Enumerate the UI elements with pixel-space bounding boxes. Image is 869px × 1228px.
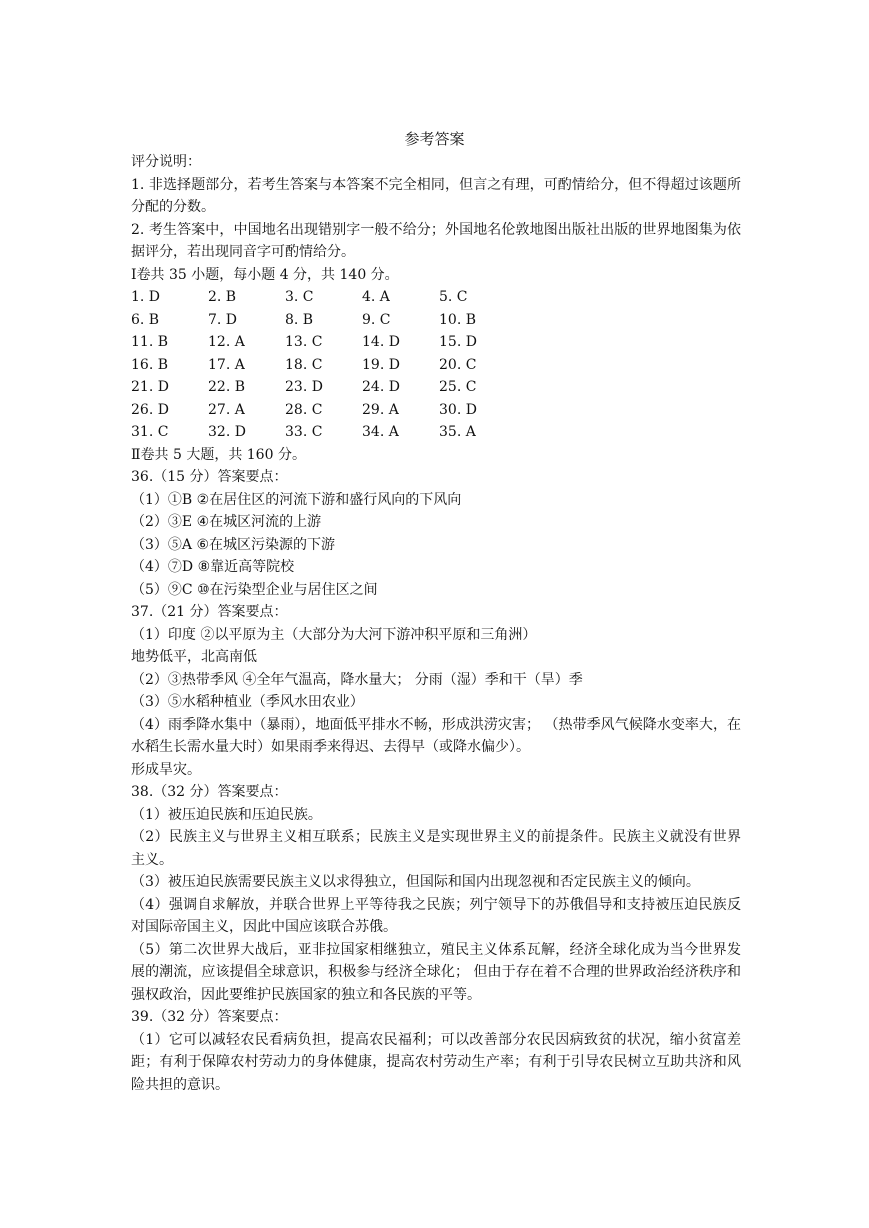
answer-row — [131, 286, 741, 309]
answer-cell: 24. D — [362, 379, 400, 395]
text-line: 评分说明： — [131, 154, 201, 170]
answer-row — [131, 421, 741, 444]
text-line: （2）③热带季风 ④全年气温高，降水量大； 分雨（湿）季和干（旱）季 — [131, 671, 583, 688]
answer-cell: 21. D — [131, 379, 169, 395]
answer-cell: 2. B — [208, 289, 237, 305]
answer-cell: 25. C — [439, 379, 477, 395]
text-line: （4）雨季降水集中（暴雨），地面低平排水不畅，形成洪涝灾害； （热带季风气候降水变率大，在水稻生长需水量大时）如果雨季来得迟、去得早（或降水偏少）。 — [131, 716, 741, 755]
document-body — [131, 151, 741, 1096]
text-line: 39.（32 分）答案要点： — [131, 1009, 288, 1025]
text-line: （5）⑨C ⑩在污染型企业与居住区之间 — [131, 581, 378, 598]
text-line: 38.（32 分）答案要点： — [131, 784, 288, 800]
text-line: （1）印度 ②以平原为主（大部分为大河下游冲积平原和三角洲） — [131, 626, 537, 643]
answer-row — [131, 399, 741, 422]
answer-cell: 18. C — [285, 356, 323, 373]
answer-cell: 32. D — [208, 424, 246, 440]
essay-answers — [131, 444, 741, 1097]
text-line: 37.（21 分）答案要点： — [131, 604, 288, 620]
answer-cell: 4. A — [362, 289, 390, 305]
answer-cell: 27. A — [208, 401, 245, 418]
answer-cell: 5. C — [439, 289, 468, 305]
answer-cell: 28. C — [285, 401, 323, 418]
answer-cell: 13. C — [285, 334, 323, 350]
text-line: （3）⑤水稻种植业（季风水田农业） — [131, 694, 364, 710]
text-line: （3）⑤A ⑥在城区污染源的下游 — [131, 536, 336, 553]
answer-cell: 30. D — [439, 401, 477, 418]
answer-cell: 7. D — [208, 311, 238, 328]
text-line: 地势低平，北高南低 — [131, 649, 257, 665]
text-line: 形成旱灾。 — [131, 761, 201, 778]
answer-cell: 19. D — [362, 356, 400, 373]
answer-cell: 1. D — [131, 289, 161, 305]
answer-cell: 3. C — [285, 289, 314, 305]
answer-cell: 6. B — [131, 311, 160, 328]
text-line: （1）①B ②在居住区的河流下游和盛行风向的下风向 — [131, 491, 462, 508]
answer-cell: 8. B — [285, 311, 314, 328]
answer-cell: 33. C — [285, 424, 323, 440]
answer-cell: 26. D — [131, 401, 169, 418]
text-line: （3）被压迫民族需要民族主义以求得独立，但国际和国内出现忽视和否定民族主义的倾向。 — [131, 874, 700, 890]
answer-cell: 16. B — [131, 356, 169, 373]
choice-answer-grid — [131, 286, 741, 444]
text-line: （1）被压迫民族和压迫民族。 — [131, 806, 322, 823]
text-line: （5）第二次世界大战后，亚非拉国家相继独立，殖民主义体系瓦解，经济全球化成为当今世界发展的潮流，应该提倡全球意识，积极参与经济全球化； 但由于存在着不合理的世界政治经济秩序和强权政治，因此要维护民族国家的独立和各民族的平等。 — [131, 941, 741, 1003]
text-line: （4）⑦D ⑧靠近高等院校 — [131, 559, 295, 575]
answer-cell: 17. A — [208, 356, 245, 373]
text-line: 36.（15 分）答案要点： — [131, 469, 288, 485]
answer-cell: 31. C — [131, 424, 169, 440]
text-line: 1. 非选择题部分，若考生答案与本答案不完全相同，但言之有理，可酌情给分，但不得超过该题所分配的分数。 — [131, 176, 741, 215]
answer-cell: 20. C — [439, 356, 477, 373]
text-line: （1）它可以减轻农民看病负担，提高农民福利；可以改善部分农民因病致贫的状况，缩小贫富差距；有利于保障农村劳动力的身体健康，提高农村劳动生产率；有利于引导农民树立互助共济和风险共担的意识。 — [131, 1031, 741, 1093]
answer-cell: 12. A — [208, 334, 245, 350]
answer-cell: 35. A — [439, 424, 476, 440]
answer-cell: 29. A — [362, 401, 399, 418]
answer-cell: 22. B — [208, 379, 246, 395]
text-line: （2）③E ④在城区河流的上游 — [131, 514, 322, 530]
answer-row — [131, 354, 741, 377]
answer-row — [131, 376, 741, 399]
text-line: Ⅰ卷共 35 小题，每小题 4 分，共 140 分。 — [131, 266, 399, 283]
text-line: （4）强调自求解放，并联合世界上平等待我之民族；列宁领导下的苏俄倡导和支持被压迫民族反对国际帝国主义，因此中国应该联合苏俄。 — [131, 896, 741, 935]
text-line: （2）民族主义与世界主义相互联系；民族主义是实现世界主义的前提条件。民族主义就没有世界主义。 — [131, 829, 741, 868]
page-title: 参考答案 — [404, 130, 465, 148]
answer-cell: 34. A — [362, 424, 399, 440]
answer-row — [131, 309, 741, 332]
answer-cell: 10. B — [439, 311, 477, 328]
answer-cell: 23. D — [285, 379, 323, 395]
text-line: 2. 考生答案中，中国地名出现错别字一般不给分；外国地名伦敦地图出版社出版的世界地图集为依据评分，若出现同音字可酌情给分。 — [131, 221, 741, 260]
answer-row — [131, 331, 741, 354]
scoring-notes — [131, 151, 741, 286]
text-line: Ⅱ卷共 5 大题，共 160 分。 — [131, 446, 306, 463]
answer-cell: 14. D — [362, 334, 400, 350]
answer-cell: 11. B — [131, 334, 169, 350]
answer-cell: 15. D — [439, 334, 477, 350]
answer-cell: 9. C — [362, 311, 391, 328]
